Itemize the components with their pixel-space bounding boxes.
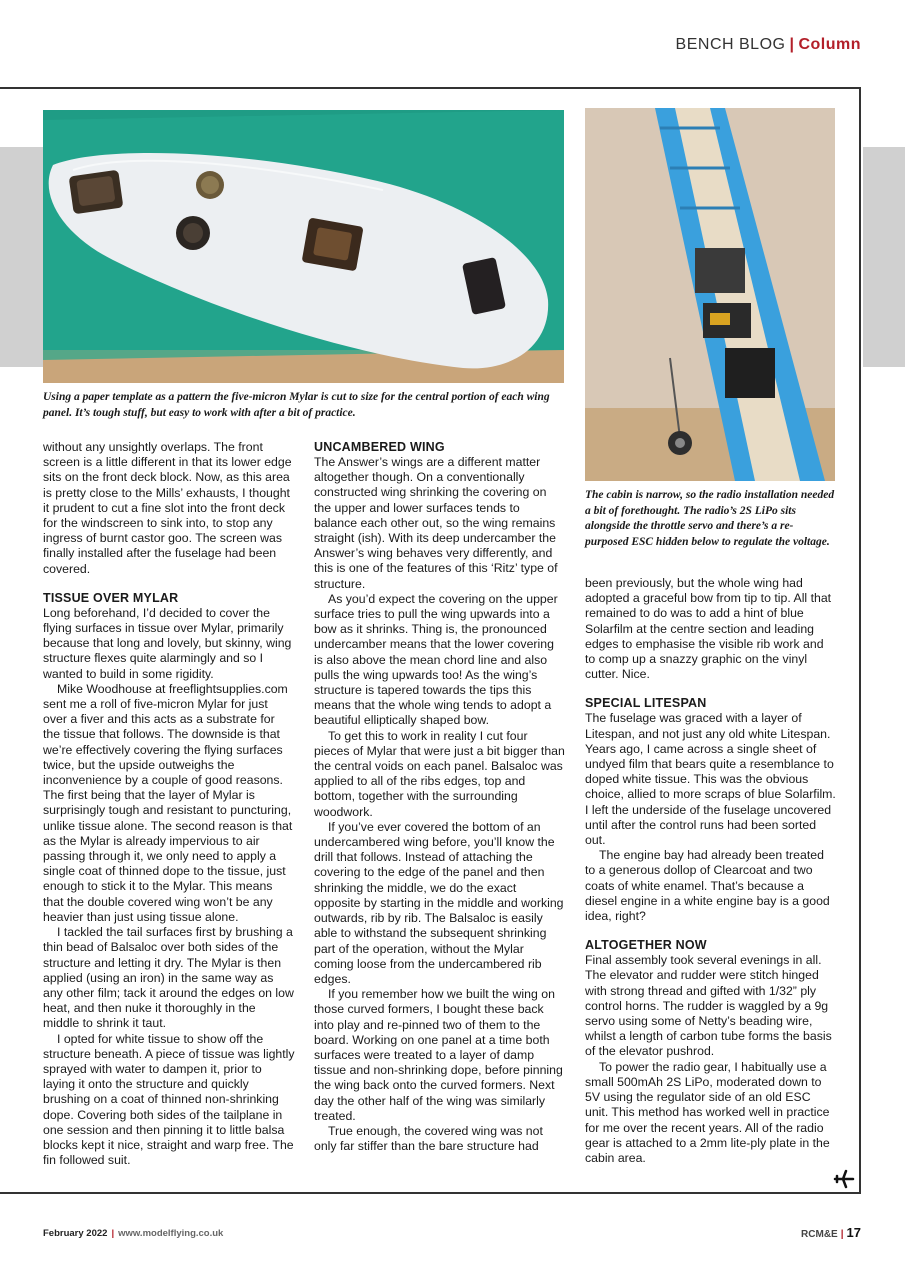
grey-band-left [0,147,43,367]
paragraph: The fuselage was graced with a layer of Litespan, and not just any old white Litespan. Years ago, I came across a single sheet of undyed film that bears quite a resemblance to doped white tissue. This was the obvious choice, allied to more scraps of blue Solarfilm. I left the underside of the fuselage uncovered until after the control runs had been sorted out. [585,711,836,848]
subheading-special-litespan: SPECIAL LITESPAN [585,696,707,711]
page-number: 17 [846,1225,861,1240]
text-column-2 [314,440,566,1154]
paragraph: The engine bay had already been treated to a generous dollop of Clearcoat and two coats of white enamel. That’s because a diesel engine in a white engine bay is a good idea, right? [585,848,830,924]
paragraph: To power the radio gear, I habitually use a small 500mAh 2S LiPo, moderated down to 5V using the regulator side of an old ESC unit. This method has worked well in practice for me over the recent years. All of the radio gear is attached to a 2mm lite-ply plate in the cabin area. [585,1059,830,1165]
subheading-tissue-over-mylar: TISSUE OVER MYLAR [43,590,179,605]
blog-name: BENCH BLOG [675,36,786,53]
header-separator: | [789,36,795,53]
paragraph: If you remember how we built the wing on those curved formers, I bought these back into play and re-pinned two of them to the board. Working on one panel at a time both surfaces were treated to a layer of damp tissue and non-shrinking dope, before pinning the wing back onto the curved formers. Next day the other half of the wing was similarly treated. [314,987,563,1123]
paragraph: Final assembly took several evenings in all. The elevator and rudder were stitch hinged with strong thread and gifted with 1/32” ply control horns. The rudder is waggled by a 9g servo using some of Netty’s beading wire, whilst a length of carbon tube forms the basis of the elevator pushrod. [585,953,832,1059]
footer-separator-right: | [840,1229,844,1240]
paragraph: As you’d expect the covering on the upper surface tries to pull the wing upwards into a bow as it shrinks. Thing is, the pronounced undercamber means that the lower covering is also above the mean chord line and also pulls the wing upwards too! As the wing’s structure is tapered towards the tips this means that the whole wing tends to adopt a beautiful elliptically shaped bow. [314,591,558,728]
text-column-3 [585,576,837,1166]
grey-band-right [863,147,905,367]
caption-photo-2: The cabin is narrow, so the radio installation needed a bit of forethought. The radio’s 2S LiPo sits alongside the throttle servo and there’s a re-purposed ESC hidden below to regulate the voltage. [585,489,835,548]
issue-date: February 2022 [43,1228,108,1239]
section-name: Column [798,36,861,53]
paragraph: The Answer’s wings are a different matter altogether though. On a conventionally constructed wing shrinking the covering on the upper and lower surfaces tends to balance each other out, so the wing remains straight (ish). With its deep undercamber the Answer’s wing behaves very differently, and this is one of the features of this ‘Ritz’ type of structure. [314,455,558,591]
footer-right [801,1225,861,1240]
website-link[interactable]: www.modelflying.co.uk [118,1228,224,1239]
photo-mylar-template [43,110,564,383]
paragraph: I tackled the tail surfaces first by brushing a thin bead of Balsaloc over both sides of the structure and letting it dry. The Mylar is then applied (using an iron) in the same way as any other film; tack it around the edges on low heat, and then nuke it thoroughly in the middle to shrink it taut. [43,925,294,1031]
airplane-icon [833,1168,855,1190]
cabin-photo-illustration [585,108,835,481]
footer-left [43,1228,223,1239]
paragraph: Mike Woodhouse at freeflightsupplies.com sent me a roll of five-micron Mylar for just over a fiver and this acts as a substrate for the tissue that follows. The downside is that we’re effectively covering the flying surfaces twice, but the upside outweighs the inconvenience by a couple of good reasons. The first being that the layer of Mylar is surprisingly tough and resistant to puncturing, unlike tissue alone. The second reason is that as the Mylar is already impervious to air passing through it, we only need to apply a single coat of thinned dope to the tissue, just enough to stick it to the Mylar. This means that the double covered wing won’t be any heavier than just using tissue alone. [43,681,293,924]
paragraph: If you’ve ever covered the bottom of an undercambered wing before, you’ll know the drill that follows. Instead of attaching the covering to the edge of the panel and then shrinking the middle, we do the exact opposite by starting in the middle and working outwards, rib by rib. The Balsaloc is easily able to withstand the subsequent shrinking part of the operation, without the Mylar coming loose from the undercambered rib edges. [314,819,564,986]
paragraph: True enough, the covered wing was not only far stiffer than the bare structure had [314,1123,543,1154]
paragraph: Long beforehand, I’d decided to cover the flying surfaces in tissue over Mylar, primarily because that long and lovely, but skinny, wing structure flexes quite alarmingly and so I wanted to build in some rigidity. [43,605,292,681]
subheading-altogether-now: ALTOGETHER NOW [585,938,707,953]
mylar-photo-illustration [43,110,564,383]
photo-cabin-radio [585,108,835,481]
paragraph: without any unsightly overlaps. The front screen is a little different in that its lower edge sits on the front deck block. Now, as this area is pretty close to the Mills’ exhausts, I thought it prudent to cut a fine slot into the front deck for the windscreen to sink into, to stop any ingress of burnt castor goo. The screen was finally installed after the fuselage had been covered. [43,440,292,576]
text-column-1 [43,440,295,1168]
magazine-name: RCM&E [801,1229,838,1240]
paragraph: I opted for white tissue to show off the structure beneath. A piece of tissue was lightly sprayed with water to dampen it, prior to laying it onto the structure and quickly brushing on a coat of thinned non-shrinking dope. Covering both sides of the tailplane in one session and then pinning it to little balsa blocks kept it nice, straight and warp free. The fin followed suit. [43,1031,295,1168]
footer-separator: | [111,1228,115,1239]
paragraph: To get this to work in reality I cut four pieces of Mylar that were just a bit bigger than the central voids on each panel. Balsaloc was applied to all of the ribs edges, top and bottom, together with the surrounding woodwork. [314,728,565,819]
page-header [676,36,861,54]
subheading-uncambered-wing: UNCAMBERED WING [314,440,445,454]
caption-photo-1: Using a paper template as a pattern the five-micron Mylar is cut to size for the central portion of each wing panel. It’s tough stuff, but easy to work with after a bit of practice. [43,391,550,419]
paragraph: been previously, but the whole wing had adopted a graceful bow from tip to tip. All that remained to do was to add a hint of blue Solarfilm at the centre section and leading edges to emphasise the visible rib work and to comp up a snazzy graphic on the vinyl cutter. Nice. [585,576,832,682]
